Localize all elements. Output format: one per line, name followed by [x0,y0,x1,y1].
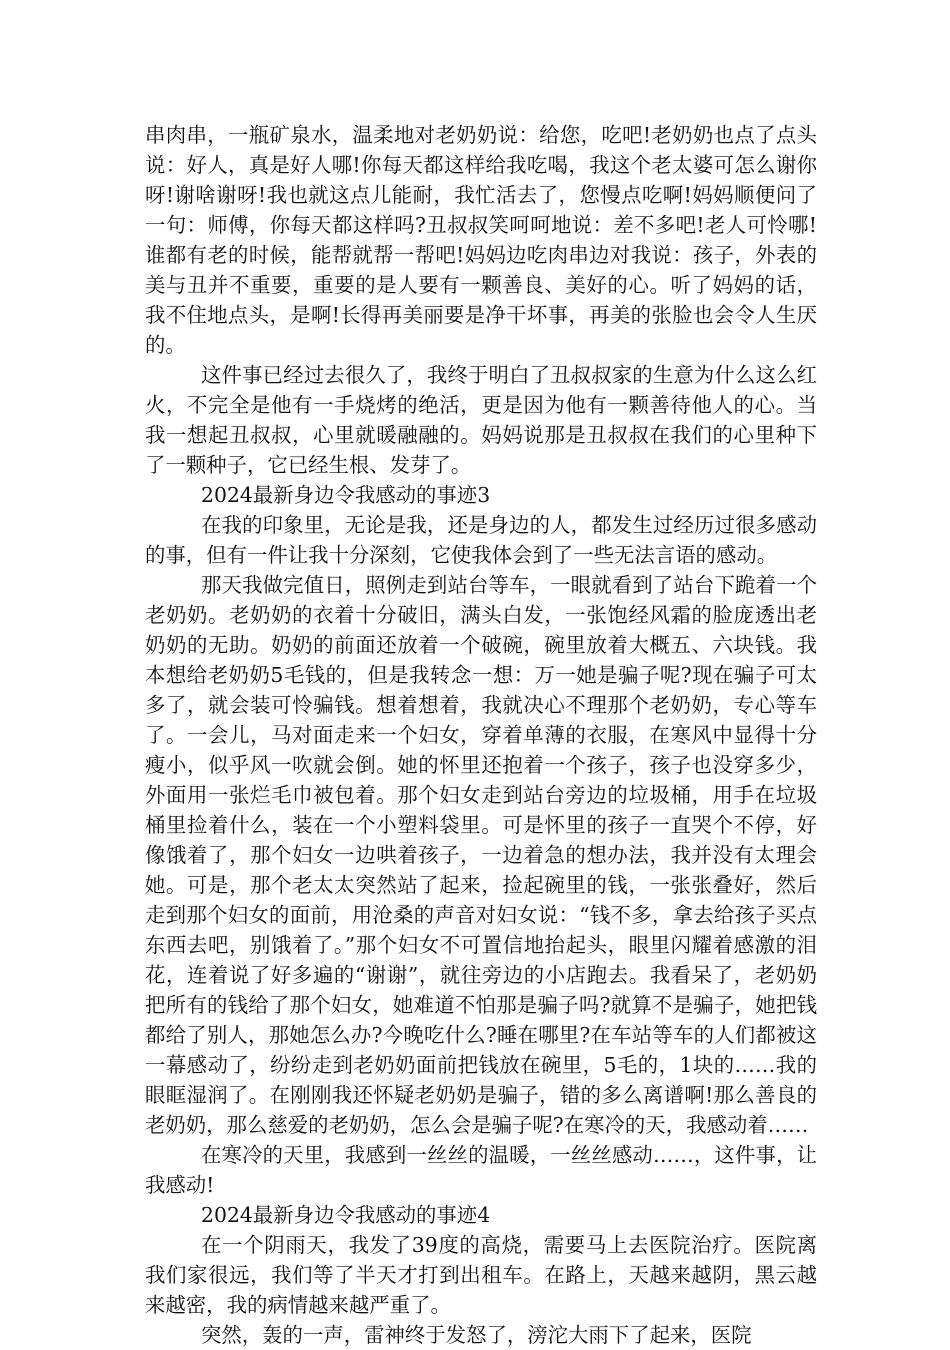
document-page [145,120,817,1350]
section-heading: 2024最新身边令我感动的事迹3 [201,483,491,507]
body-paragraph: 这件事已经过去很久了，我终于明白了丑叔叔家的生意为什么这么红火，不完全是他有一手烧烤的绝活，更是因为他有一颗善待他人的心。当我一想起丑叔叔，心里就暖融融的。妈妈说那是丑叔叔在我们的心里种下了一颗种子，它已经生根、发芽了。 [145,363,817,477]
body-paragraph: 突然，轰的一声，雷神终于发怒了，滂沱大雨下了起来，医院 [201,1323,752,1347]
body-paragraph: 在寒冷的天里，我感到一丝丝的温暖，一丝丝感动……，这件事，让我感动! [145,1143,817,1197]
body-paragraph: 那天我做完值日，照例走到站台等车，一眼就看到了站台下跪着一个老奶奶。老奶奶的衣着十分破旧，满头白发，一张饱经风霜的脸庞透出老奶奶的无助。奶奶的前面还放着一个破碗，碗里放着大概五、六块钱。我本想给老奶奶5毛钱的，但是我转念一想：万一她是骗子呢?现在骗子可太多了，就会装可怜骗钱。想着想着，我就决心不理那个老奶奶，专心等车了。一会儿，马对面走来一个妇女，穿着单薄的衣服，在寒风中显得十分瘦小，似乎风一吹就会倒。她的怀里还抱着一个孩子，孩子也没穿多少，外面用一张烂毛巾被包着。那个妇女走到站台旁边的垃圾桶，用手在垃圾桶里捡着什么，装在一个小塑料袋里。可是怀里的孩子一直哭个不停，好像饿着了，那个妇女一边哄着孩子，一边着急的想办法，我并没有太理会她。可是，那个老太太突然站了起来，捡起碗里的钱，一张张叠好，然后走到那个妇女的面前，用沧桑的声音对妇女说：“钱不多，拿去给孩子买点东西去吧，别饿着了。”那个妇女不可置信地抬起头，眼里闪耀着感激的泪花，连着说了好多遍的“谢谢”，就往旁边的小店跑去。我看呆了，老奶奶把所有的钱给了那个妇女，她难道不怕那是骗子吗?就算不是骗子，她把钱都给了别人，那她怎么办?今晚吃什么?睡在哪里?在车站等车的人们都被这一幕感动了，纷纷走到老奶奶面前把钱放在碗里，5毛的，1块的……我的眼眶湿润了。在刚刚我还怀疑老奶奶是骗子，错的多么离谱啊!那么善良的老奶奶，那么慈爱的老奶奶，怎么会是骗子呢?在寒冷的天，我感动着…… [145,573,817,1137]
body-paragraph: 串肉串，一瓶矿泉水，温柔地对老奶奶说：给您，吃吧!老奶奶也点了点头说：好人，真是好人哪!你每天都这样给我吃喝，我这个老太婆可怎么谢你呀!谢啥谢呀!我也就这点儿能耐，我忙活去了，您慢点吃啊!妈妈顺便问了一句：师傅，你每天都这样吗?丑叔叔笑呵呵地说：差不多吧!老人可怜哪!谁都有老的时候，能帮就帮一帮吧!妈妈边吃肉串边对我说：孩子，外表的美与丑并不重要，重要的是人要有一颗善良、美好的心。听了妈妈的话，我不住地点头，是啊!长得再美丽要是净干坏事，再美的张脸也会令人生厌的。 [145,123,817,357]
body-paragraph: 在一个阴雨天，我发了39度的高烧，需要马上去医院治疗。医院离我们家很远，我们等了半天才打到出租车。在路上，天越来越阴，黑云越来越密，我的病情越来越严重了。 [145,1233,817,1317]
section-heading: 2024最新身边令我感动的事迹4 [201,1203,491,1227]
body-paragraph: 在我的印象里，无论是我，还是身边的人，都发生过经历过很多感动的事，但有一件让我十分深刻，它使我体会到了一些无法言语的感动。 [145,513,817,567]
